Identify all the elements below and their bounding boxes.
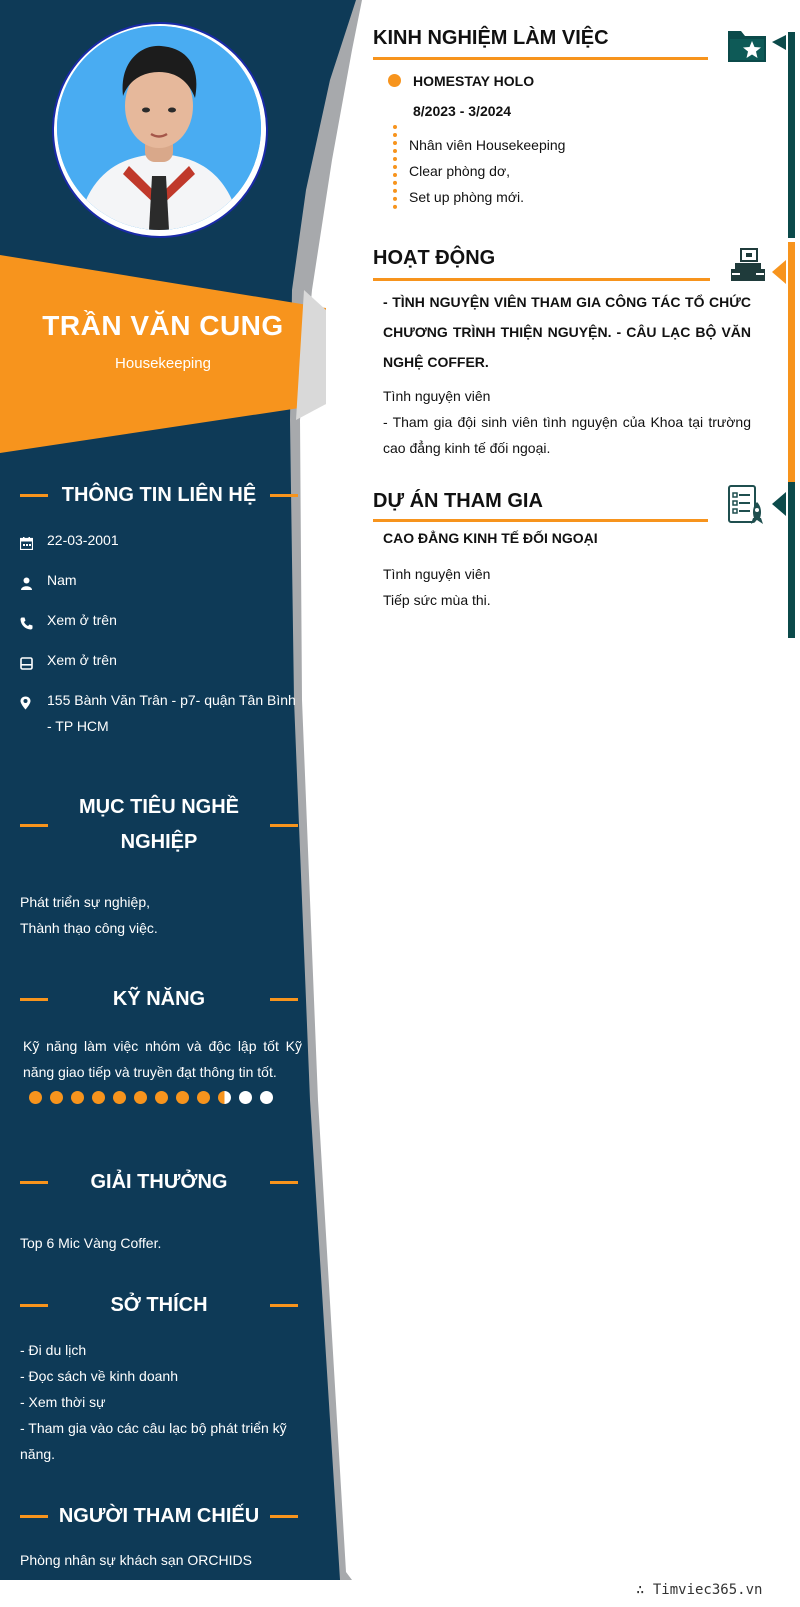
reference-title: NGƯỜI THAM CHIẾU — [58, 1505, 260, 1527]
candidate-name: TRẦN VĂN CUNG — [42, 310, 284, 341]
project-name: CAO ĐẲNG KINH TẾ ĐỐI NGOẠI — [383, 530, 598, 546]
rating-dot-half — [218, 1091, 231, 1104]
hobby-item: - Tham gia vào các câu lạc bộ phát triển kỹ năng. — [20, 1420, 287, 1462]
folder-star-icon — [727, 27, 767, 63]
rating-dot-filled — [50, 1091, 63, 1104]
skills-section-header — [0, 982, 318, 1017]
header-dash-left — [20, 1515, 48, 1518]
hobbies-section-header — [0, 1288, 318, 1323]
rating-dot-filled — [29, 1091, 42, 1104]
timeline-line — [393, 125, 397, 209]
job-period: 8/2023 - 3/2024 — [413, 103, 512, 119]
hobby-item: - Đi du lịch — [20, 1342, 87, 1358]
calendar-icon — [20, 527, 47, 558]
hobbies-list — [20, 1337, 302, 1467]
hobbies-title: SỞ THÍCH — [110, 1294, 208, 1316]
rating-dot-filled — [113, 1091, 126, 1104]
header-dash-left — [20, 1181, 48, 1184]
activity-position: Tình nguyện viên — [383, 388, 491, 404]
header-dash-left — [20, 824, 48, 827]
hobby-item: - Xem thời sự — [20, 1394, 106, 1410]
podium-icon — [729, 245, 767, 283]
duty-item: Nhân viên Housekeeping — [409, 137, 566, 153]
header-dash-right — [270, 494, 298, 497]
header-dash-right — [270, 998, 298, 1001]
avatar — [57, 26, 261, 230]
project-role: Tình nguyện viên — [383, 566, 491, 582]
objective-section-header — [0, 790, 318, 860]
contact-value: Xem ở trên — [47, 652, 117, 668]
activities-underline — [373, 278, 710, 281]
project-description: Tiếp sức mùa thi. — [383, 592, 491, 608]
experience-underline — [373, 57, 708, 60]
experience-side-tab — [772, 32, 800, 238]
projects-side-tab — [772, 482, 800, 638]
projects-underline — [373, 519, 708, 522]
contact-birthday — [20, 527, 300, 558]
skills-title: KỸ NĂNG — [112, 988, 206, 1010]
rating-dot-filled — [197, 1091, 210, 1104]
person-portrait-icon — [57, 26, 261, 230]
objective-text — [20, 889, 302, 941]
reference-section-header — [0, 1499, 318, 1534]
checklist-rocket-icon — [727, 484, 765, 526]
header-dash-left — [20, 998, 48, 1001]
location-pin-icon — [20, 687, 47, 739]
candidate-role: Housekeeping — [115, 355, 211, 372]
email-icon — [20, 647, 47, 678]
rating-dot-filled — [71, 1091, 84, 1104]
contact-value: 22-03-2001 — [47, 532, 119, 548]
contact-gender — [20, 567, 300, 598]
duty-item: Set up phòng mới. — [409, 189, 525, 205]
timeline-dot — [388, 74, 401, 87]
phone-icon — [20, 607, 47, 638]
header-dash-left — [20, 1304, 48, 1307]
rating-dot-filled — [134, 1091, 147, 1104]
contact-address — [20, 687, 300, 739]
activity-heading: - TÌNH NGUYỆN VIÊN THAM GIA CÔNG TÁC TỔ CHỨC CHƯƠNG TRÌNH THIỆN NGUYỆN. - CÂU LẠC BỘ VĂN NGHỆ COFFER. — [383, 294, 751, 370]
rating-dot-filled — [92, 1091, 105, 1104]
header-dash-right — [270, 824, 298, 827]
projects-title: DỰ ÁN THAM GIA — [373, 490, 543, 512]
rating-dot-empty — [260, 1091, 273, 1104]
contact-value: Xem ở trên — [47, 612, 117, 628]
company-name: HOMESTAY HOLO — [413, 73, 535, 89]
contact-value: 155 Bành Văn Trân - p7- quận Tân Bình - TP HCM — [47, 692, 296, 734]
activities-title: HOẠT ĐỘNG — [373, 247, 496, 269]
header-dash-right — [270, 1181, 298, 1184]
objective-title-line2: NGHIỆP — [120, 831, 198, 853]
activity-description: - Tham gia đội sinh viên tình nguyện của Khoa tại trường cao đẳng kinh tế đối ngoại. — [383, 414, 751, 456]
rating-dot-filled — [176, 1091, 189, 1104]
header-dash-right — [270, 1304, 298, 1307]
activities-side-tab — [772, 242, 800, 488]
experience-title: KINH NGHIỆM LÀM VIỆC — [373, 27, 609, 49]
reference-text: Phòng nhân sự khách sạn ORCHIDS — [20, 1552, 252, 1568]
hobby-item: - Đọc sách về kinh doanh — [20, 1368, 178, 1384]
awards-text: Top 6 Mic Vàng Coffer. — [20, 1235, 162, 1251]
rating-dot-empty — [239, 1091, 252, 1104]
objective-line: Thành thạo công việc. — [20, 920, 158, 936]
contact-phone — [20, 607, 300, 638]
contact-email — [20, 647, 300, 678]
objective-title — [48, 790, 270, 860]
contact-section-header — [0, 478, 318, 513]
skills-text: Kỹ năng làm việc nhóm và độc lập tốt Kỹ năng giao tiếp và truyền đạt thông tin tốt. — [23, 1038, 302, 1080]
awards-section-header — [0, 1165, 318, 1200]
site-watermark[interactable]: ∴ Timviec365.vn — [636, 1582, 763, 1598]
contact-value: Nam — [47, 572, 77, 588]
rating-dot-filled — [155, 1091, 168, 1104]
objective-title-line1: MỤC TIÊU NGHỀ — [79, 796, 239, 818]
contact-title: THÔNG TIN LIÊN HỆ — [61, 484, 257, 506]
header-dash-left — [20, 494, 48, 497]
objective-line: Phát triển sự nghiệp, — [20, 894, 151, 910]
awards-title: GIẢI THƯỞNG — [90, 1171, 228, 1193]
skill-rating — [29, 1091, 273, 1104]
duty-item: Clear phòng dơ, — [409, 163, 511, 179]
person-icon — [20, 567, 47, 598]
header-dash-right — [270, 1515, 298, 1518]
job-duties — [409, 132, 565, 210]
